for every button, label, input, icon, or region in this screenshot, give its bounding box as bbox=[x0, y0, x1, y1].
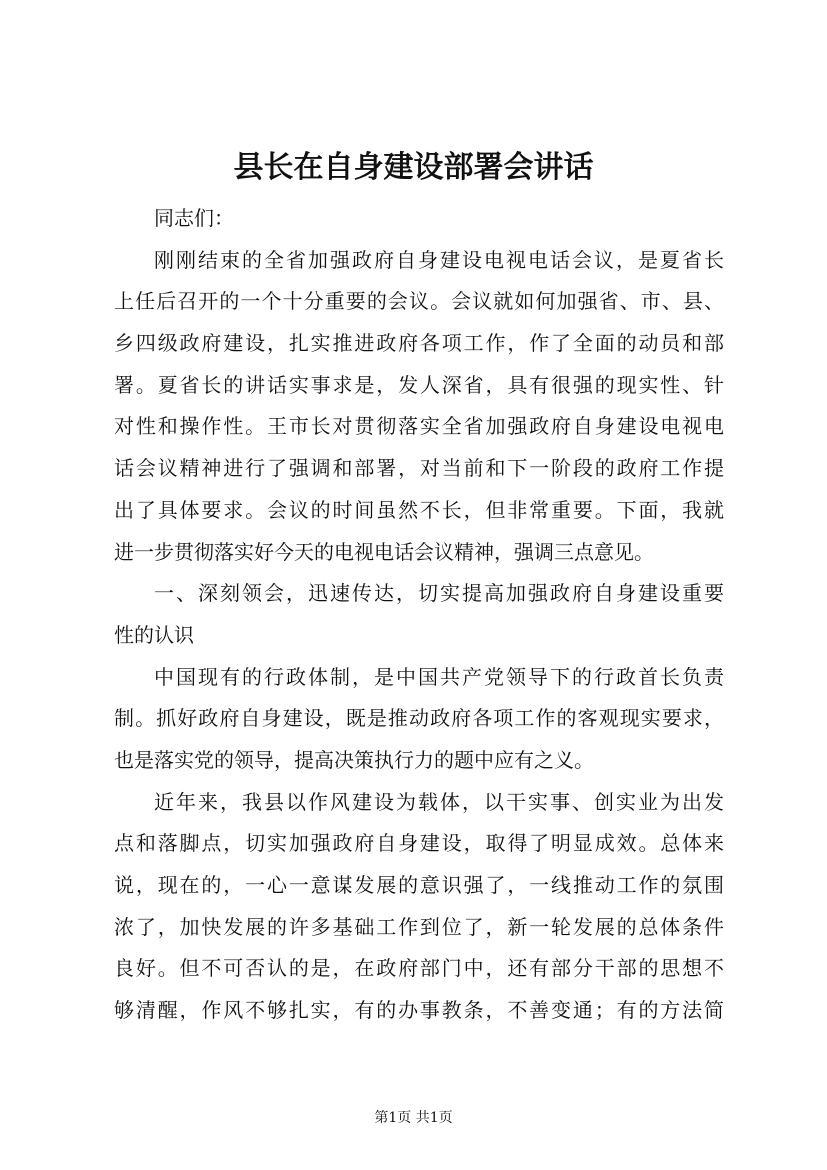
text-line: 出了具体要求。会议的时间虽然不长，但非常重要。下面，我就 bbox=[114, 497, 724, 522]
text-line: 同志们： bbox=[154, 206, 234, 230]
text-line: 近年来，我县以作风建设为载体，以干实事、创实业为出发 bbox=[154, 789, 724, 814]
text-line: 点和落脚点，切实加强政府自身建设，取得了明显成效。总体来 bbox=[114, 831, 724, 856]
text-line: 性的认识 bbox=[114, 622, 194, 647]
text-line: 制。抓好政府自身建设，既是推动政府各项工作的客观现实要求， bbox=[114, 706, 724, 731]
text-line: 署。夏省长的讲话实事求是，发人深省，具有很强的现实性、针 bbox=[114, 372, 724, 397]
text-line: 刚刚结束的全省加强政府自身建设电视电话会议，是夏省长 bbox=[154, 247, 724, 272]
text-line: 也是落实党的领导，提高决策执行力的题中应有之义。 bbox=[114, 747, 594, 772]
text-line: 中国现有的行政体制，是中国共产党领导下的行政首长负责 bbox=[154, 664, 724, 689]
document-body bbox=[114, 198, 724, 1032]
document-title: 县长在自身建设部署会讲话 bbox=[233, 150, 594, 185]
text-line: 话会议精神进行了强调和部署，对当前和下一阶段的政府工作提 bbox=[114, 456, 724, 481]
text-line: 乡四级政府建设，扎实推进政府各项工作，作了全面的动员和部 bbox=[114, 331, 724, 356]
text-line: 进一步贯彻落实好今天的电视电话会议精神，强调三点意见。 bbox=[114, 539, 654, 564]
text-line: 够清醒，作风不够扎实，有的办事教条，不善变通；有的方法简 bbox=[114, 998, 724, 1023]
text-line: 良好。但不可否认的是，在政府部门中，还有部分干部的思想不 bbox=[114, 956, 724, 981]
text-line: 上任后召开的一个十分重要的会议。会议就如何加强省、市、县、 bbox=[114, 289, 724, 314]
text-line: 一、深刻领会，迅速传达，切实提高加强政府自身建设重要 bbox=[154, 581, 724, 606]
text-line: 说，现在的，一心一意谋发展的意识强了，一线推动工作的氛围 bbox=[114, 873, 724, 897]
page-footer: 第1页 共1页 bbox=[374, 1110, 453, 1126]
text-line: 对性和操作性。王市长对贯彻落实全省加强政府自身建设电视电 bbox=[114, 414, 724, 439]
text-line: 浓了，加快发展的许多基础工作到位了，新一轮发展的总体条件 bbox=[114, 914, 724, 939]
